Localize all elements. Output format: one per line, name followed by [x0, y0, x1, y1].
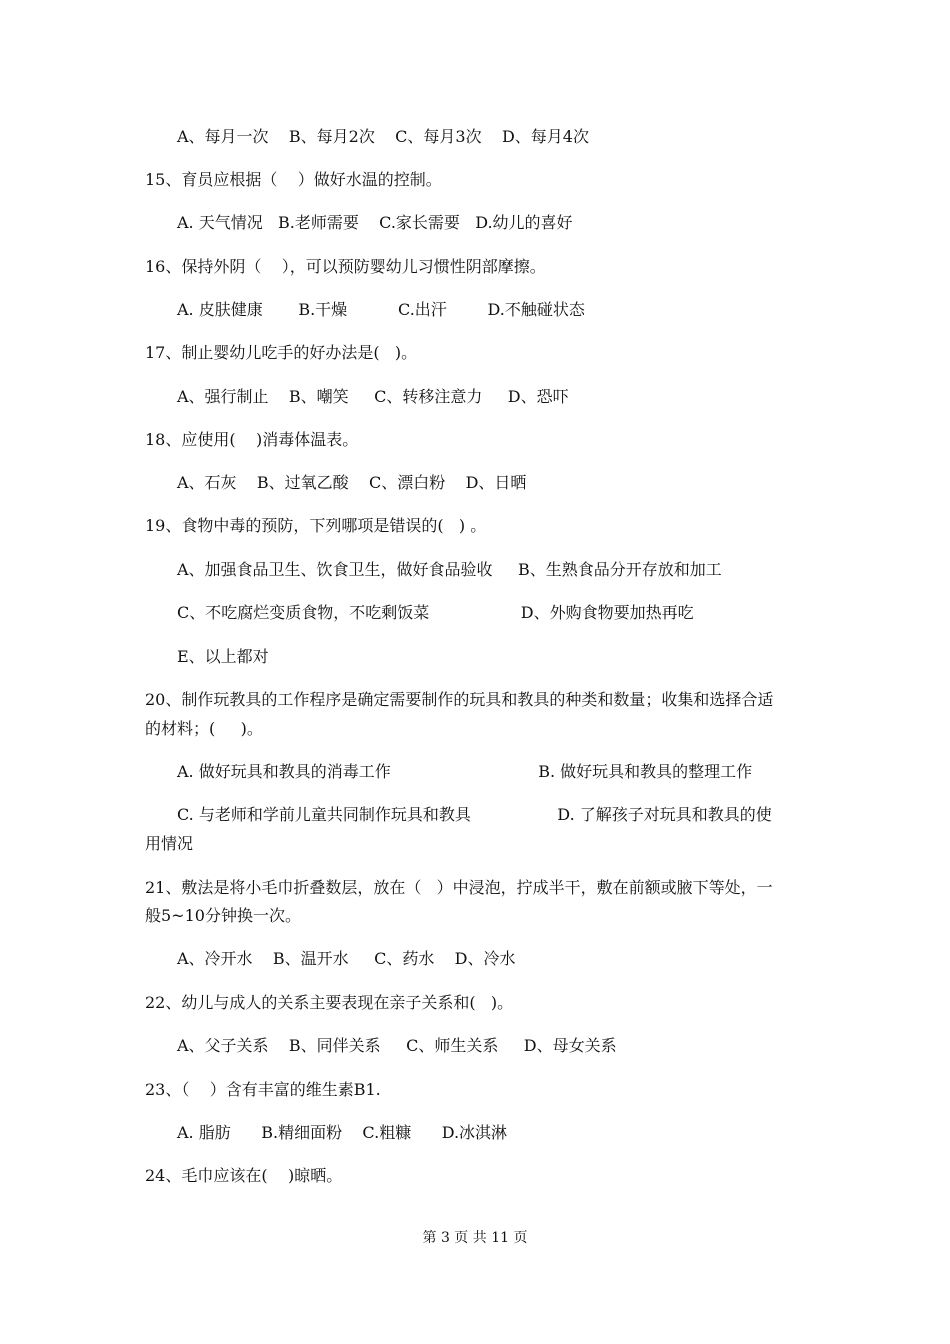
q19-options-e: E、以上都对 — [177, 647, 269, 666]
q20-options-ab: A. 做好玩具和教具的消毒工作 B. 做好玩具和教具的整理工作 — [177, 762, 753, 781]
q19-options-ab: A、加强食品卫生、饮食卫生，做好食品验收 B、生熟食品分开存放和加工 — [177, 560, 722, 579]
page-number: 第 3 页 共 11 页 — [422, 1230, 528, 1246]
q20-question: 20、制作玩教具的工作程序是确定需要制作的玩具和教具的种类和数量；收集和选择合适 — [145, 690, 774, 709]
q22-options: A、父子关系 B、同伴关系 C、师生关系 D、母女关系 — [177, 1036, 617, 1055]
q22-question: 22、幼儿与成人的关系主要表现在亲子关系和( )。 — [145, 993, 514, 1012]
page-footer — [0, 1229, 950, 1247]
q21-question-cont: 般5~10分钟换一次。 — [145, 906, 301, 925]
q23-options: A. 脂肪 B.精细面粉 C.粗糠 D.冰淇淋 — [177, 1123, 508, 1142]
q19-question: 19、食物中毒的预防，下列哪项是错误的( ) 。 — [145, 516, 487, 535]
q17-question: 17、制止婴幼儿吃手的好办法是( )。 — [145, 343, 418, 362]
q20-options-cd: C. 与老师和学前儿童共同制作玩具和教具 D. 了解孩子对玩具和教具的使 — [177, 805, 772, 824]
q21-options: A、冷开水 B、温开水 C、药水 D、冷水 — [177, 949, 516, 968]
q18-options: A、石灰 B、过氧乙酸 C、漂白粉 D、日晒 — [177, 473, 527, 492]
q16-question: 16、保持外阴（ ），可以预防婴幼儿习惯性阴部摩擦。 — [145, 257, 546, 276]
q14-options: A、每月一次 B、每月2次 C、每月3次 D、每月4次 — [177, 127, 589, 146]
q20-options-cont: 用情况 — [145, 834, 194, 853]
q17-options: A、强行制止 B、嘲笑 C、转移注意力 D、恐吓 — [177, 387, 569, 406]
q23-question: 23、（ ）含有丰富的维生素B1. — [145, 1080, 381, 1099]
q15-question: 15、育员应根据（ ）做好水温的控制。 — [145, 170, 442, 189]
q18-question: 18、应使用( )消毒体温表。 — [145, 430, 359, 449]
q20-question-cont: 的材料；( )。 — [145, 719, 263, 738]
q15-options: A. 天气情况 B.老师需要 C.家长需要 D.幼儿的喜好 — [177, 213, 573, 232]
q21-question: 21、敷法是将小毛巾折叠数层，放在（ ）中浸泡，拧成半干，敷在前额或腋下等处，一 — [145, 878, 773, 897]
q19-options-cd: C、不吃腐烂变质食物，不吃剩饭菜 D、外购食物要加热再吃 — [177, 603, 694, 622]
q16-options: A. 皮肤健康 B.干燥 C.出汗 D.不触碰状态 — [177, 300, 585, 319]
q24-question: 24、毛巾应该在( )晾晒。 — [145, 1166, 343, 1185]
